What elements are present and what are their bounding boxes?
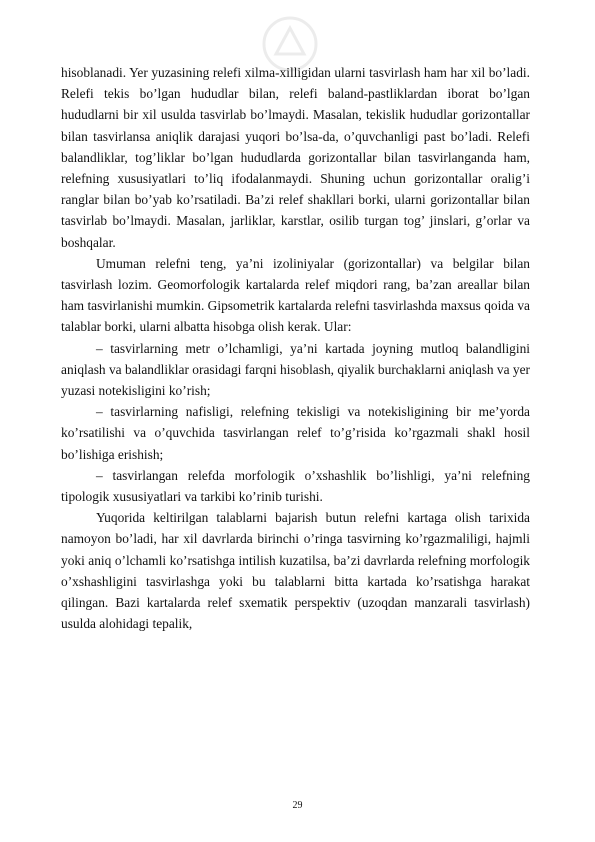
paragraph: Umuman relefni teng, ya’ni izoliniyalar (gorizontallar) va belgilar bilan tasvirlash lozim. Geomorfologik kartalarda relef miqdori rang, ba’zan areallar bilan ham tasvirlanishi mumkin. Gipsometrik kartalarda relefni tasvirlashda maxsus qoida va talablar borki, ularni albatta hisobga olish kerak. Ular: xyxy=(61,255,530,335)
list-item: – tasvirlarning nafisligi, relefning tekisligi va notekisligining bir me’yorda ko’rsatilishi va o’quvchida tasvirlangan relef to’g’risida ko’rgazmali shakl hosil bo’lishiga erishish; xyxy=(61,404,530,462)
paragraph-continued: hisoblanadi. Yer yuzasining relefi xilma-xilligidan ularni tasvirlash ham har xil bo’ladi. Relefi tekis bo’lgan hududlar bilan, relefi baland-pastliklardan iborat bo’lgan hududlarni bir xil usulda tasvirlab bo’lmaydi. Masalan, tekislik hududlar gorizontallar bilan tasvirlansa aniqlik darajasi yuqori bo’lsa-da, o’quvchanligi past bo’ladi. Relefi balandliklar, tog’liklar bo’lgan hududlarda gorizontallar bilan tasvirlanganda ham, relefning xususiyatlari to’liq ifodalanmaydi. Shuning uchun gorizontallar oralig’i ranglar bilan bo’yab ko’rsatiladi. Ba’zi relef shakllari borki, ularni gorizontallar bilan tasvirlab bo’lmaydi. Masalan, jarliklar, karstlar, osilib turgan tog’ jinslari, g’orlar va boshqalar. xyxy=(61,65,530,250)
paragraph: Yuqorida keltirilgan talablarni bajarish butun relefni kartaga olish tarixida namoyon bo’ladi, har xil davrlarda birinchi o’ringa tasvirning ko’rgazmaliligi, hajmli yoki aniq o’lchamli ko’rsatishga intilish kuzatilsa, ba’zi davrlarda relefning morfologik o’xshashligini tasvirlashga yoki bu talablarni bitta kartada ko’rsatishga harakat qilingan. Bazi kartalarda relef sxematik perspektiv (uzoqdan manzarali tasvirlash) usulda alohidagi tepalik, xyxy=(61,510,530,632)
list-item: – tasvirlangan relefda morfologik o’xshashlik bo’lishligi, ya’ni relefning tipologik xususiyatlari va tarkibi ko’rinib turishi. xyxy=(61,467,530,505)
page-number: 29 xyxy=(292,800,303,811)
list-item: – tasvirlarning metr o’lchamligi, ya’ni kartada joyning mutloq balandligini aniqlash va balandliklar orasidagi farqni hisoblash, qiyalik burchaklarni aniqlash va yer yuzasi notekisligini ko’rish; xyxy=(61,340,530,399)
body-text xyxy=(61,62,530,634)
